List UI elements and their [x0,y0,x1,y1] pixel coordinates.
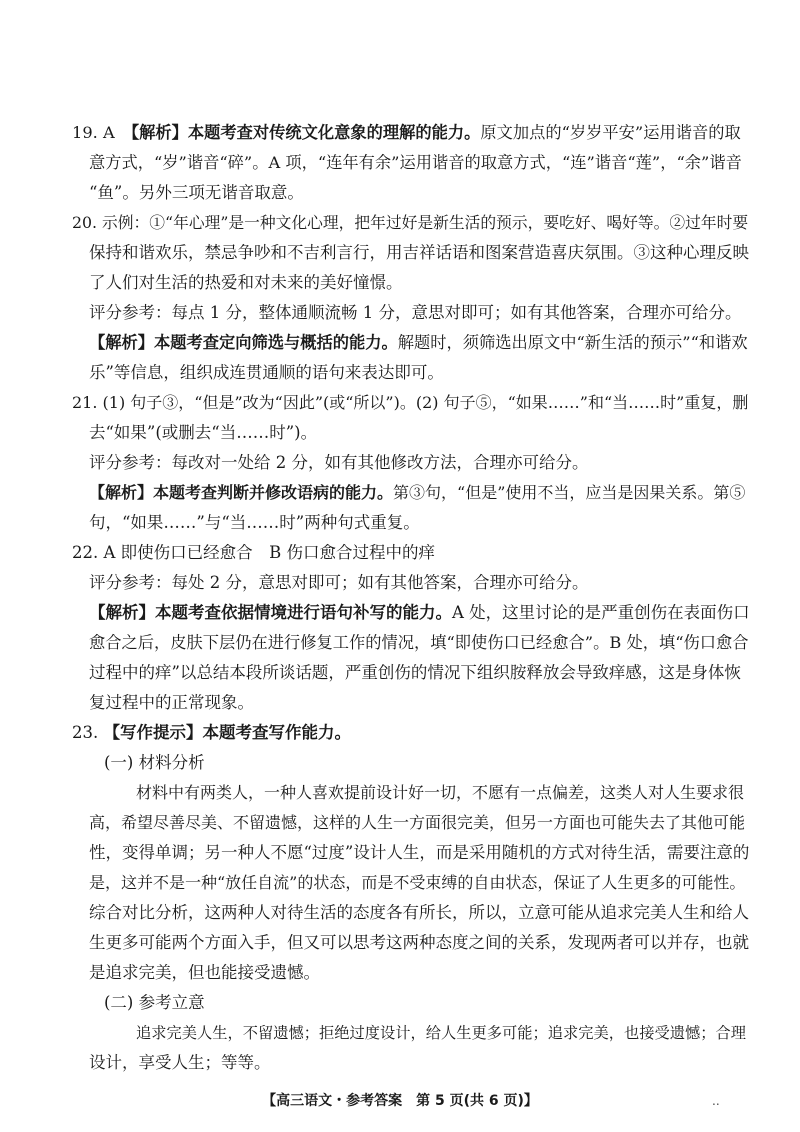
text-segment: 设计，享受人生；等等。 [89,1053,271,1072]
text-segment: A 处，这里讨论的是严重创伤在表面伤口 [452,603,750,622]
text-line [72,478,750,508]
text-line [72,688,750,718]
text-line [72,328,750,358]
bold-label: 【解析】本题考查依据情境进行语句补写的能力。 [89,603,452,622]
text-line [72,568,750,598]
text-line [72,778,750,808]
text-line [72,838,750,868]
text-line [72,988,750,1018]
text-segment: (二) 参考立意 [104,993,205,1012]
text-segment: “鱼”。另外三项无谐音取意。 [89,183,304,202]
text-segment: 生更多可能两个方面入手，但又可以思考这两种态度之间的关系，发现两者可以并存，也就 [89,933,749,952]
text-line [72,358,750,388]
text-segment: 了人们对生活的热爱和对未来的美好憧憬。 [89,273,403,292]
text-line [72,898,750,928]
text-line [72,718,750,748]
text-line [72,118,750,148]
text-line [72,208,750,238]
text-segment: 评分参考：每改对一处给 2 分，如有其他修改方法，合理亦可给分。 [89,453,589,472]
text-segment: 评分参考：每点 1 分，整体通顺流畅 1 分，意思对即可；如有其他答案，合理亦可给分。 [89,303,742,322]
text-segment: 追求完美人生，不留遗憾；拒绝过度设计，给人生更多可能；追求完美，也接受遗憾；合理 [136,1024,746,1042]
text-segment: 愈合之后，皮肤下层仍在进行修复工作的情况，填“即使伤口已经愈合”。B 处，填“伤口愈合 [89,633,749,652]
text-segment: 综合对比分析，这两种人对待生活的态度各有所长，所以，立意可能从追求完美人生和给人 [89,903,749,922]
text-line [72,508,750,538]
text-line [72,628,750,658]
bold-label: 【写作提示】本题考查写作能力。 [103,723,351,742]
text-segment: 评分参考：每处 2 分，意思对即可；如有其他答案，合理亦可给分。 [89,573,589,592]
text-segment: 解题时，须筛选出原文中“新生活的预示”“和谐欢 [397,333,748,352]
bold-label: 【解析】本题考查判断并修改语病的能力。 [89,483,394,502]
text-segment: 23. [72,723,104,742]
text-line [72,388,750,418]
text-segment: 材料中有两类人，一种人喜欢提前设计好一切，不愿有一点偏差，这类人对人生要求很 [136,783,745,802]
text-line [72,1048,750,1078]
text-line [72,868,750,898]
text-segment: 第③句，“但是”使用不当，应当是因果关系。第⑤ [393,483,746,502]
text-segment: 复过程中的正常现象。 [89,693,254,712]
text-segment: 20. 示例：①“年心理”是一种文化心理，把年过好是新生活的预示，要吃好、喝好等。②过年时要 [72,213,749,232]
text-line [72,298,750,328]
text-line [72,808,750,838]
bold-label: 【解析】本题考查对传统文化意象的理解的能力。 [131,123,481,142]
text-line [72,178,750,208]
text-line [72,1018,750,1048]
text-segment: 原文加点的“岁岁平安”运用谐音的取 [480,123,741,142]
text-segment: 过程中的痒”以总结本段所谈话题，严重创伤的情况下组织胺释放会导致痒感，这是身体恢 [89,663,741,682]
text-line [72,748,750,778]
page-footer: 【高三语文・参考答案 第 5 页(共 6 页)】 [262,1093,538,1109]
corner-mark: .. [712,1094,720,1108]
text-line [72,418,750,448]
text-line [72,928,750,958]
text-segment: 是追求完美，但也能接受遗憾。 [89,963,320,982]
text-segment: 是，这并不是一种“放任自流”的状态，而是不受束缚的自由状态，保证了人生更多的可能性。 [89,873,746,892]
bold-label: 【解析】本题考查定向筛选与概括的能力。 [89,333,398,352]
text-line [72,538,750,568]
text-segment: 乐”等信息，组织成连贯通顺的语句来表达即可。 [89,363,444,382]
text-line [72,148,750,178]
text-segment: 性，变得单调；另一种人不愿“过度”设计人生，而是采用随机的方式对待生活，需要注意的 [89,843,750,862]
text-segment: 句，“如果……”与“当……时”两种句式重复。 [89,513,420,532]
text-segment: 21. (1) 句子③，“但是”改为“因此”(或“所以”)。(2) 句子⑤，“如果……”和“当……时”重复，删 [72,393,749,412]
text-segment: (一) 材料分析 [104,753,205,772]
text-line [72,238,750,268]
text-line [72,598,750,628]
text-segment: 保持和谐欢乐，禁忌争吵和不吉利言行，用吉祥话语和图案营造喜庆氛围。③这种心理反映 [89,243,749,262]
text-segment: 22. A 即使伤口已经愈合 B 伤口愈合过程中的痒 [72,543,436,562]
text-line [72,268,750,298]
text-segment: 19. A [72,123,131,142]
text-segment: 意方式，“岁”谐音“碎”。A 项，“连年有余”运用谐音的取意方式，“连”谐音“莲”，“余”谐音 [89,153,742,172]
text-line [72,448,750,478]
answer-content [72,118,750,1078]
text-line [72,958,750,988]
text-segment: 高，希望尽善尽美、不留遗憾，这样的人生一方面很完美，但另一方面也可能失去了其他可能 [89,813,746,832]
text-line [72,658,750,688]
text-segment: 去“如果”(或删去“当……时”)。 [89,423,318,442]
